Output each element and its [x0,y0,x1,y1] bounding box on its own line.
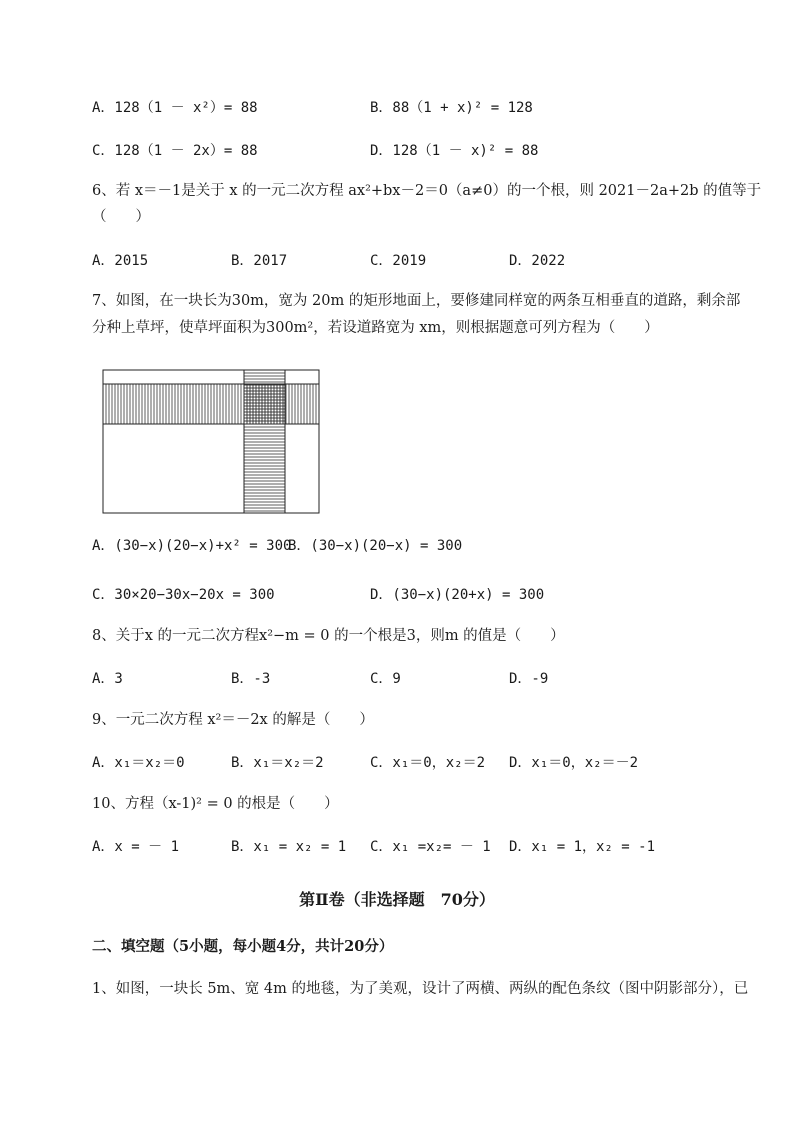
q9-stem: 9、一元二次方程 x²＝－2x 的解是（ ） [92,712,374,728]
q7-stem-line2: 分种上草坪，使草坪面积为300m²，若设道路宽为 xm，则根据题意可列方程为（ ） [92,320,659,336]
q7-option-d: D．(30−x)(20+x) = 300 [370,587,545,603]
fill-q1-stem-line1: 1、如图，一块长 5m、宽 4m 的地毯，为了美观，设计了两横、两纵的配色条纹（图中阴影部分），已 [92,981,749,997]
q6-option-a: A．2015 [92,253,149,269]
q5-option-d: D．128（1 － x)² = 88 [370,143,539,159]
q7-option-a: A．(30−x)(20−x)+x² = 300 [92,538,292,554]
q9-option-d: D．x₁＝0，x₂＝－2 [509,755,639,771]
q5-option-b: B．88（1 + x)² = 128 [370,100,533,116]
q6-option-c: C．2019 [370,253,427,269]
q7-option-c: C．30×20−30x−20x = 300 [92,587,275,603]
q6-option-d: D．2022 [509,253,566,269]
q8-option-a: A．3 [92,671,123,687]
q8-option-c: C．9 [370,671,401,687]
q10-option-b: B．x₁ = x₂ = 1 [231,839,347,855]
q6-option-b: B．2017 [231,253,288,269]
q6-stem-line1: 6、若 x＝－1是关于 x 的一元二次方程 ax²+bx－2＝0（a≠0）的一个根，则 2021－2a+2b 的值等于 [92,183,762,199]
q6-stem-line2: （ ） [92,209,150,225]
q8-option-d: D．-9 [509,671,549,687]
section2-title: 二、填空题（5小题，每小题4分，共计20分） [92,938,394,955]
q7-rectangle-figure [102,369,322,515]
q5-option-c: C．128（1 － 2x）= 88 [92,143,258,159]
q10-stem: 10、方程（x-1)² = 0 的根是（ ） [92,796,339,812]
horizontal-road [103,384,319,424]
q10-option-a: A．x = － 1 [92,839,180,855]
q9-option-c: C．x₁＝0，x₂＝2 [370,755,486,771]
q9-option-b: B．x₁＝x₂＝2 [231,755,324,771]
q7-option-b: B．(30−x)(20−x) = 300 [288,538,463,554]
q10-option-c: C．x₁ =x₂= － 1 [370,839,491,855]
q5-option-a: A．128（1 － x²）= 88 [92,100,258,116]
q7-stem-line1: 7、如图，在一块长为30m，宽为 20m 的矩形地面上，要修建同样宽的两条互相垂直的道路，剩余部 [92,293,741,309]
q9-option-a: A．x₁＝x₂＝0 [92,755,185,771]
part2-title: 第Ⅱ卷（非选择题 70分） [299,890,495,909]
q10-option-d: D．x₁ = 1，x₂ = -1 [509,839,656,855]
q8-stem: 8、关于x 的一元二次方程x²−m = 0 的一个根是3，则m 的值是（ ） [92,628,565,644]
q8-option-b: B．-3 [231,671,271,687]
